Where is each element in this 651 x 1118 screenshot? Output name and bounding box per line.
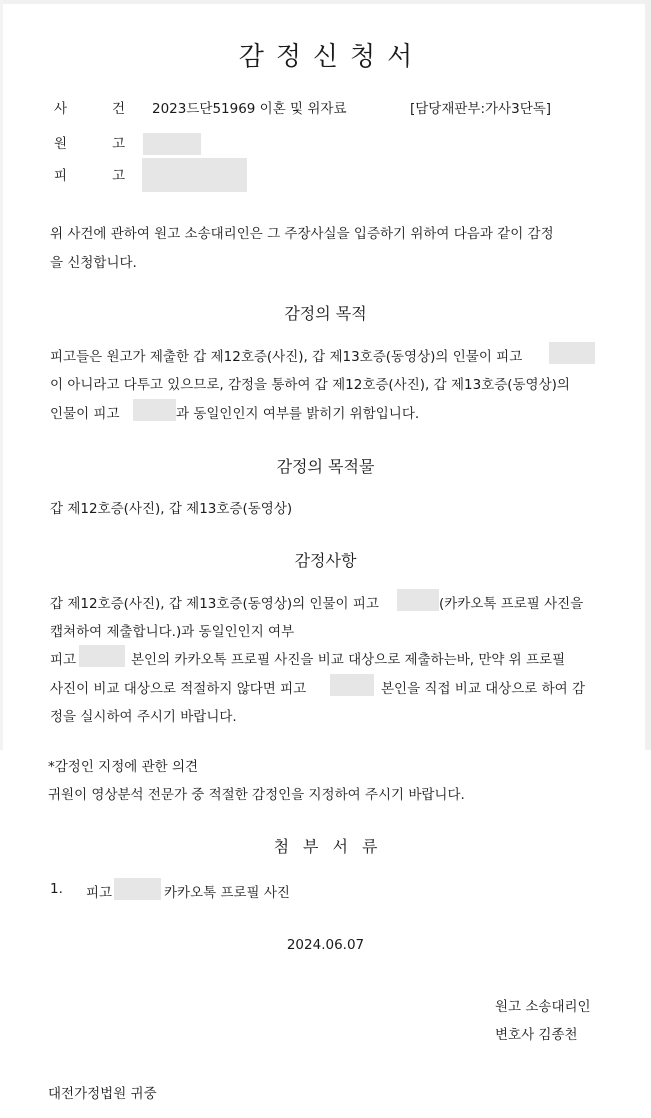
matters-line-4-end: 본인을 직접 비교 대상으로 하여 감	[381, 681, 586, 697]
matters-heading: 감정사항	[294, 551, 357, 570]
purpose-line-1-redaction	[549, 342, 595, 364]
purpose-heading: 감정의 목적	[284, 304, 367, 323]
plaintiff-label-2: 고	[112, 136, 126, 152]
object-line-1: 갑 제12호증(사진), 갑 제13호증(동영상)	[50, 501, 293, 517]
purpose-line-3-redaction	[133, 399, 176, 421]
attachment-item-end: 카카오톡 프로필 사진	[164, 885, 290, 901]
attachment-item-redaction	[114, 878, 161, 900]
matters-line-4-redaction	[330, 674, 374, 696]
plaintiff-name-redaction	[143, 133, 201, 155]
matters-line-2: 캡쳐하여 제출합니다.)과 동일인인지 여부	[50, 624, 295, 640]
signature-line-2: 변호사 김종천	[495, 1027, 578, 1043]
defendant-name-redaction	[142, 158, 247, 192]
page-top-edge	[0, 0, 651, 4]
matters-line-1-redaction	[397, 589, 439, 611]
intro-line-2: 을 신청합니다.	[50, 255, 137, 271]
matters-line-4-start: 사진이 비교 대상으로 적절하지 않다면 피고	[50, 681, 307, 697]
intro-line-1: 위 사건에 관하여 원고 소송대리인은 그 주장사실을 입증하기 위하여 다음과 같이 감정	[50, 226, 554, 242]
page-left-edge	[0, 0, 3, 750]
signature-line-1: 원고 소송대리인	[495, 999, 591, 1015]
matters-line-3-start: 피고	[50, 652, 77, 668]
attachments-heading: 첨부서류	[273, 837, 392, 856]
purpose-line-1: 피고들은 원고가 제출한 갑 제12호증(사진), 갑 제13호증(동영상)의 인물이 피고	[50, 349, 523, 365]
case-number: 2023드단51969 이혼 및 위자료	[152, 101, 347, 117]
case-label-1: 사	[54, 101, 68, 117]
object-heading: 감정의 목적물	[276, 457, 375, 476]
matters-line-5: 정을 실시하여 주시기 바랍니다.	[50, 709, 237, 725]
matters-line-3-redaction	[79, 645, 125, 667]
attachment-item-start: 피고	[86, 885, 113, 901]
defendant-label-2: 고	[112, 168, 126, 184]
matters-line-1-end: (카카오톡 프로필 사진을	[439, 596, 584, 612]
purpose-line-2: 이 아니라고 다투고 있으므로, 감정을 통하여 갑 제12호증(사진), 갑 제13호증(동영상)의	[50, 377, 570, 393]
matters-line-1-start: 갑 제12호증(사진), 갑 제13호증(동영상)의 인물이 피고	[50, 596, 379, 612]
opinion-title: *감정인 지정에 관한 의견	[48, 759, 199, 775]
case-label-2: 건	[112, 101, 126, 117]
document-title: 감정신청서	[238, 42, 425, 72]
matters-line-3-end: 본인의 카카오톡 프로필 사진을 비교 대상으로 제출하는바, 만약 위 프로필	[131, 652, 566, 668]
purpose-line-3-start: 인물이 피고	[50, 406, 120, 422]
purpose-line-3-end: 과 동일인인지 여부를 밝히기 위함입니다.	[176, 406, 420, 422]
page-right-edge	[645, 0, 651, 750]
plaintiff-label-1: 원	[54, 136, 68, 152]
opinion-text: 귀원이 영상분석 전문가 중 적절한 감정인을 지정하여 주시기 바랍니다.	[48, 787, 465, 803]
court-division: [담당재판부:가사3단독]	[410, 101, 552, 117]
defendant-label-1: 피	[54, 168, 68, 184]
attachment-number: 1.	[50, 881, 63, 897]
filing-date: 2024.06.07	[286, 937, 365, 953]
court-addressee: 대전가정법원 귀중	[48, 1086, 157, 1102]
